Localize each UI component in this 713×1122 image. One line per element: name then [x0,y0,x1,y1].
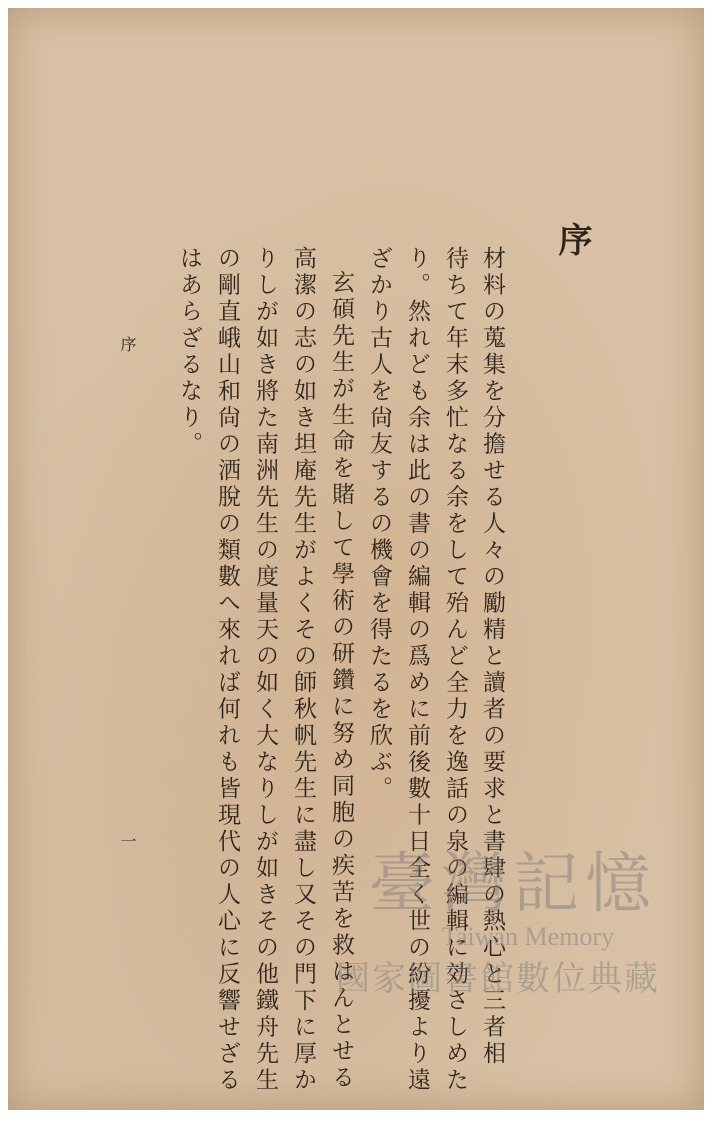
paragraph-line: の剛直峨山和尙の洒脫の類數へ來れば何れも皆現代の人心に反響せざる [214,246,240,1094]
running-footer: 序 [118,336,137,352]
watermark-calligraphy: 臺灣記憶 [369,845,657,922]
book-page [8,8,704,1110]
paragraph-line: り。然れども余は此の書の編輯の爲めに前後數十日全く世の紛擾より遠 [404,246,430,1094]
paragraph-line: ざかり古人を尙友するの機會を得たるを欣ぶ。 [366,246,392,803]
page-number: 一 [118,833,137,849]
paragraph-line: りしが如き將た南洲先生の度量天の如く大なりしが如きその他鐵舟先生 [252,246,278,1094]
watermark-english: Taiwan Memory [441,922,615,951]
page-title: 序 [552,222,592,260]
paragraph-line: 高潔の志の如き坦庵先生がよくその師秋帆先生に盡し又その門下に厚か [290,246,316,1094]
watermark-subtitle: 國家圖書館數位典藏 [336,959,660,999]
paragraph-line: はあらざるなり。 [176,246,202,458]
paragraph-line: 材料の蒐集を分擔せる人々の勵精と讀者の要求と書肆の熱心と三者相 [479,246,505,1068]
paragraph-line: 待ちて年末多忙なる余をして殆んど全力を逸話の泉の編輯に効さしめた [442,246,468,1094]
paragraph-line: 玄碩先生が生命を賭して學術の研鑽に努め同胞の疾苦を救はんとせる [328,270,354,1092]
watermark [308,845,678,1038]
